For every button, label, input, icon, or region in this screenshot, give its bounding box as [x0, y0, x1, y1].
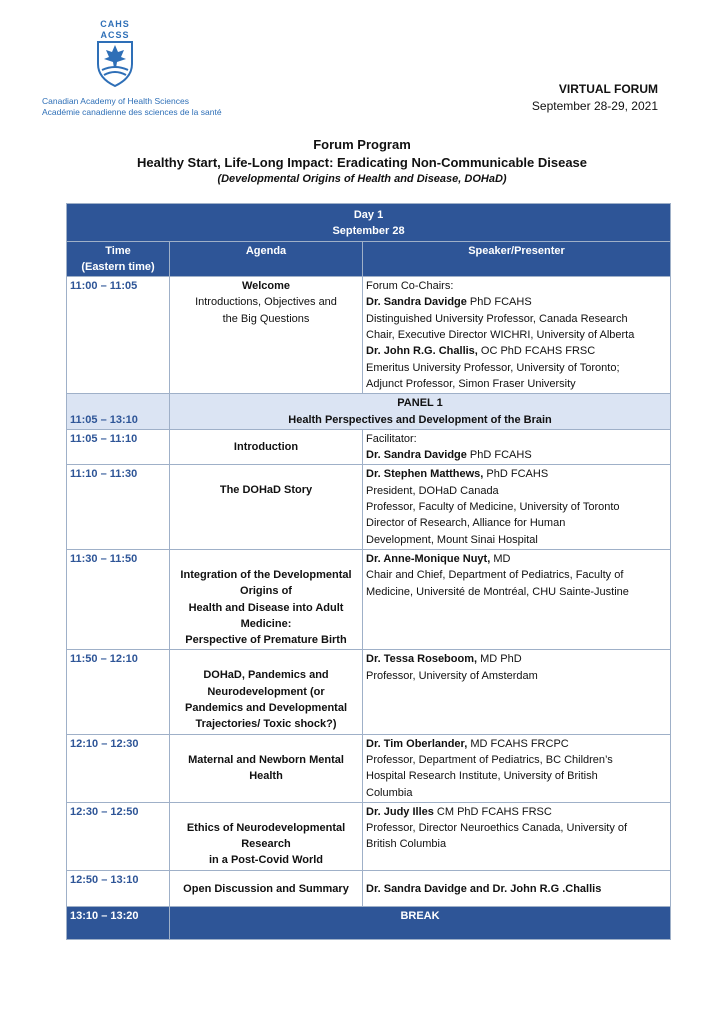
speaker-line: Development, Mount Sinai Hospital	[366, 533, 538, 546]
session-time: 11:10 – 11:30	[67, 465, 170, 549]
agenda-title: Introduction	[170, 429, 363, 465]
col-time-sub: (Eastern time)	[81, 260, 155, 273]
speaker-line: British Columbia	[366, 838, 447, 851]
speaker-line: Chair and Chief, Department of Pediatrics, Faculty of	[366, 569, 624, 582]
agenda-line: Perspective of Premature Birth	[185, 634, 347, 647]
panel-title: Health Perspectives and Development of the Brain	[288, 413, 552, 426]
speaker-line: Medicine, Université de Montréal, CHU Sainte-Justine	[366, 585, 629, 598]
speaker-credentials: MD	[490, 552, 511, 565]
speaker-line: Professor, University of Amsterdam	[366, 669, 538, 682]
speaker-credentials: PhD FCAHS	[466, 296, 532, 309]
sub-title: (Developmental Origins of Health and Disease, DOHaD)	[217, 173, 507, 185]
table-row	[67, 870, 671, 906]
agenda-title: The DOHaD Story	[170, 465, 363, 549]
agenda-line: Health and Disease into Adult Medicine:	[188, 601, 344, 630]
logo-bottom-text: ACSS	[100, 30, 130, 40]
program-table	[66, 203, 671, 940]
forum-dates: September 28-29, 2021	[531, 99, 658, 113]
table-row	[67, 465, 671, 549]
academy-name	[42, 96, 222, 118]
agenda-title: Open Discussion and Summary	[170, 870, 363, 906]
speaker-line: President, DOHaD Canada	[366, 484, 499, 497]
speaker-line: Emeritus University Professor, University of Toronto;	[366, 361, 620, 374]
speaker-name: Dr. Judy Illes	[366, 805, 434, 818]
agenda-line: DOHaD, Pandemics and Neurodevelopment (or	[203, 669, 329, 698]
agenda-title: Maternal and Newborn Mental Health	[170, 734, 363, 802]
session-time: 11:30 – 11:50	[67, 549, 170, 649]
panel-row	[67, 394, 671, 430]
agenda-line: Introductions, Objectives and	[195, 296, 337, 309]
col-time-header: Time	[105, 244, 131, 257]
speaker-line: Dr. Sandra Davidge and Dr. John R.G .Challis	[363, 870, 671, 906]
forum-label: VIRTUAL FORUM	[558, 82, 658, 96]
column-header-row	[67, 241, 671, 277]
speaker-line: Columbia	[366, 786, 413, 799]
agenda-line: Pandemics and Developmental	[185, 702, 347, 715]
speaker-name: Dr. Sandra Davidge	[366, 296, 467, 309]
speaker-line: Professor, Director Neuroethics Canada, University of	[366, 822, 628, 835]
cahs-logo	[90, 18, 140, 88]
table-row	[67, 734, 671, 802]
day-header-row	[67, 204, 671, 242]
speaker-line: Distinguished University Professor, Canada Research	[366, 312, 628, 325]
speaker-line: Hospital Research Institute, University of British	[366, 770, 598, 783]
speaker-name: Dr. Stephen Matthews,	[366, 468, 484, 481]
academy-name-en: Canadian Academy of Health Sciences	[42, 96, 189, 106]
speaker-name: Dr. John R.G. Challis,	[366, 345, 478, 358]
logo-top-text: CAHS	[100, 19, 130, 29]
speaker-name: Dr. Anne-Monique Nuyt,	[366, 552, 491, 565]
speaker-line: Facilitator:	[366, 432, 417, 445]
col-speaker-header: Speaker/Presenter	[363, 241, 671, 277]
agenda-line: in a Post-Covid World	[208, 854, 324, 867]
session-time: 11:00 – 11:05	[67, 277, 170, 394]
agenda-title: Welcome	[241, 280, 291, 293]
speaker-line: Professor, Department of Pediatrics, BC Children’s	[366, 753, 613, 766]
session-time: 12:30 – 12:50	[67, 802, 170, 870]
agenda-line: the Big Questions	[222, 312, 310, 325]
session-time: 11:50 – 12:10	[67, 650, 170, 734]
day-label: Day 1	[353, 209, 384, 221]
speaker-credentials: MD FCAHS FRCPC	[467, 737, 569, 750]
agenda-line: Trajectories/ Toxic shock?)	[195, 718, 337, 731]
main-title: Healthy Start, Life-Long Impact: Eradicating Non-Communicable Disease	[136, 155, 588, 170]
break-row	[67, 906, 671, 939]
speaker-line: Director of Research, Alliance for Human	[366, 517, 566, 530]
break-time: 13:10 – 13:20	[67, 906, 170, 939]
table-row	[67, 549, 671, 649]
col-agenda-header: Agenda	[170, 241, 363, 277]
table-row	[67, 650, 671, 734]
program-title: Forum Program	[313, 137, 411, 152]
academy-name-fr: Académie canadienne des sciences de la santé	[42, 107, 222, 117]
speaker-line: Forum Co-Chairs:	[366, 280, 454, 293]
speaker-credentials: PhD FCAHS	[466, 449, 532, 462]
panel-time: 11:05 – 13:10	[67, 394, 170, 430]
day-date: September 28	[332, 225, 405, 238]
break-label: BREAK	[170, 906, 671, 939]
table-row	[67, 277, 671, 394]
speaker-line: Adjunct Professor, Simon Fraser University	[366, 377, 576, 390]
table-row	[67, 802, 671, 870]
speaker-name: Dr. Tessa Roseboom,	[366, 653, 478, 666]
agenda-line: Ethics of Neurodevelopmental Research	[186, 821, 346, 851]
page-titles	[0, 136, 724, 187]
speaker-credentials: MD PhD	[477, 653, 522, 666]
table-row	[67, 429, 671, 465]
panel-label: PANEL 1	[397, 397, 443, 410]
speaker-credentials: PhD FCAHS	[483, 468, 549, 481]
session-time: 11:05 – 11:10	[67, 429, 170, 465]
speaker-line: Chair, Executive Director WICHRI, University of Alberta	[366, 329, 635, 342]
speaker-credentials: CM PhD FCAHS FRSC	[433, 805, 552, 818]
speaker-credentials: OC PhD FCAHS FRSC	[477, 345, 596, 358]
session-time: 12:50 – 13:10	[67, 870, 170, 906]
session-time: 12:10 – 12:30	[67, 734, 170, 802]
speaker-name: Dr. Tim Oberlander,	[366, 737, 468, 750]
forum-info	[532, 81, 658, 115]
agenda-line: Integration of the Developmental Origins of	[180, 568, 352, 598]
speaker-name: Dr. Sandra Davidge	[366, 449, 467, 462]
speaker-line: Professor, Faculty of Medicine, University of Toronto	[366, 501, 620, 514]
